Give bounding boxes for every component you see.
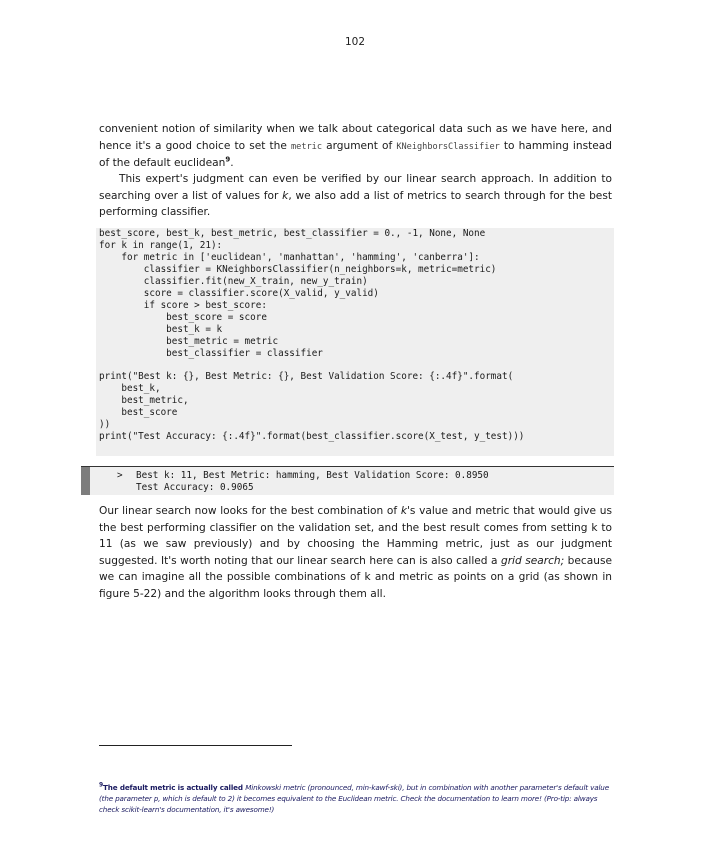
footnote-lead: The default metric is actually called <box>103 783 246 792</box>
para1-text-b: argument of <box>322 139 397 152</box>
para1-text-c: to hamming instead of the default euclidean <box>99 139 612 170</box>
footnote-text-b: , which is default to 2) it becomes equivalent to the Euclidean metric. Check the documentation to learn more! (Pro-tip: always check scikit-learn's documentation, it's awesome!) <box>99 793 598 814</box>
footnote <box>99 783 609 815</box>
para2-text-a: This expert's judgment can even be verified by our linear search approach. In addition to searching over a list of values for <box>99 173 612 202</box>
paragraph-grid-search <box>99 503 612 603</box>
page-number: 102 <box>344 36 366 48</box>
footnote-number: 9 <box>99 781 104 789</box>
footnote-reference[interactable]: 9 <box>225 155 231 164</box>
output-prompt-icon: > <box>117 470 123 481</box>
code-block <box>96 228 614 456</box>
para3-text-b: 's value and metric that would give us the best performing classifier on the validation set, and the best result comes from setting k to 11 (as we saw previously) and by choosing the Hamming metric, just as our judgment suggested. It's worth noting that our linear search here can is also called a <box>99 505 612 567</box>
para3-k: k <box>400 505 407 517</box>
inline-code-kneighbors: KNeighborsClassifier <box>396 141 500 152</box>
para3-text-c: because we can imagine all the possible combinations of k and metric as points on a grid (as shown in figure 5-22) and the algorithm looks through them all. <box>99 554 612 600</box>
para1-text-a: convenient notion of similarity when we talk about categorical data such as we have here, and hence it's a good choice to set the <box>99 123 612 152</box>
para1-text-d: . <box>230 157 234 170</box>
footnote-divider <box>99 745 292 746</box>
output-marker-bar <box>81 467 90 495</box>
para2-k: k <box>282 189 289 202</box>
paragraph-metric-intro <box>99 121 612 172</box>
para2-text-b: , we also add a list of metrics to search through for the best performing classifier. <box>99 189 612 219</box>
code-listing: best_score, best_k, best_metric, best_classifier = 0., -1, None, None for k in range(1, 21): for metric in ['euclidean', 'manhattan', 'hamming', 'canberra']: classifier = KNeighborsClassifier(n_neighbors=k, metric=metric) classifier.fit(new_X_train, new_y_train) score = classifier.score(X_valid, y_valid) if score > best_score: best_score = score best_k = k best_metric = metric best_classifier = classifier print("Best k: {}, Best Metric: {}, Best Validation Score: {:.4f}".format( best_k, best_metric, best_score )) print("Test Accuracy: {:.4f}".format(best_classifier.score(X_test, y_test))) <box>99 228 525 443</box>
para3-text-a: Our linear search now looks for the best combination of <box>99 505 401 517</box>
inline-code-metric: metric <box>290 141 323 152</box>
output-cell <box>81 466 614 495</box>
footnote-text-a: Minkowski metric (pronounced, min-kawf-ski), but in combination with another parameter's default value (the parameter <box>99 783 609 803</box>
paragraph-expert-judgment <box>99 171 612 221</box>
grid-search-term: grid search; <box>500 554 565 567</box>
footnote-code-p: p <box>153 793 159 803</box>
output-text: Best k: 11, Best Metric: hamming, Best Validation Score: 0.8950 Test Accuracy: 0.9065 <box>136 470 489 493</box>
